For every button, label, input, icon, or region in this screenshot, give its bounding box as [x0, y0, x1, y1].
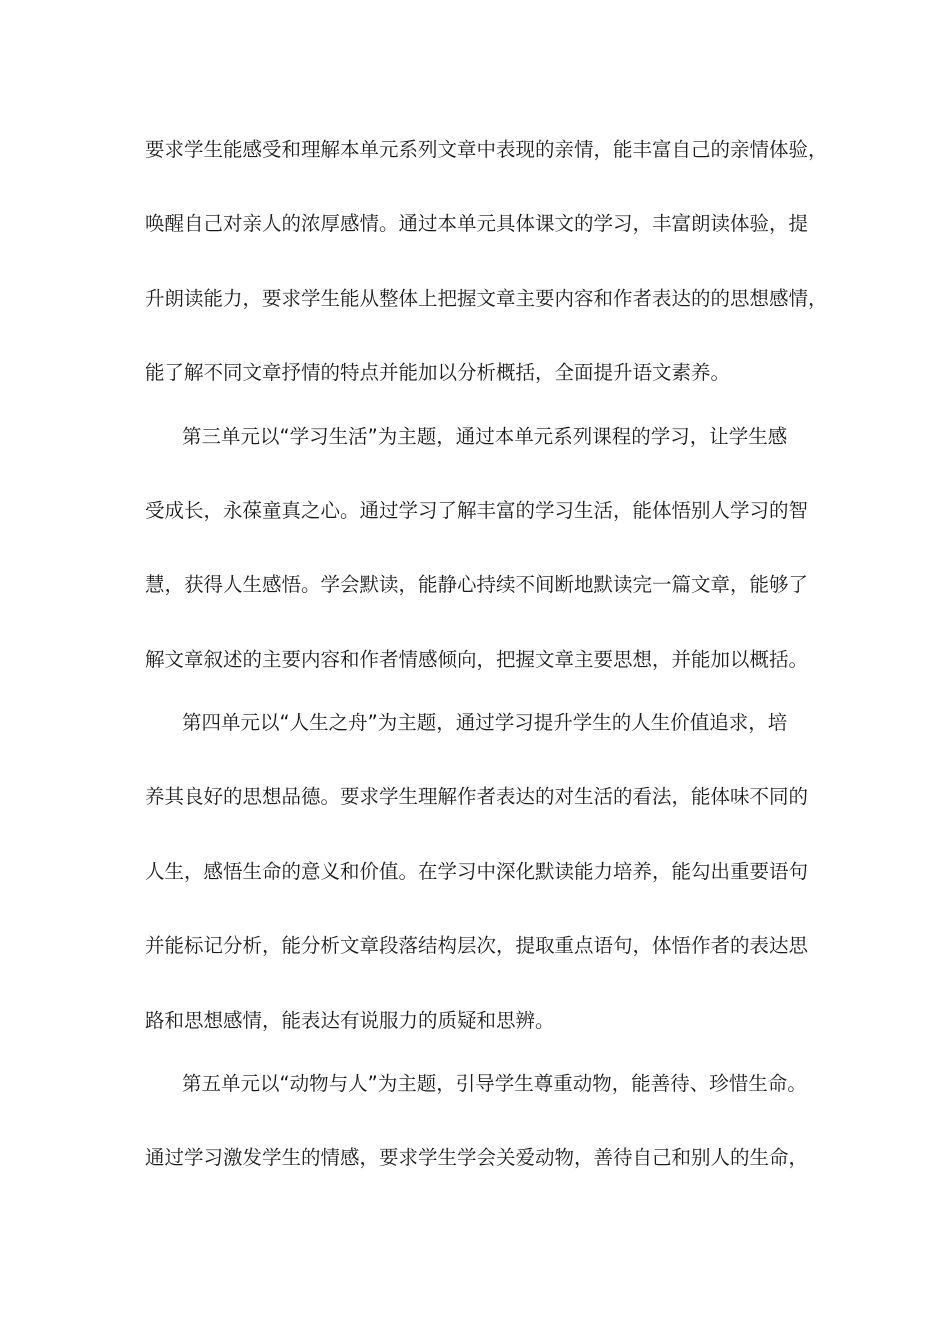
paragraph-start-line: 第四单元以“人生之舟”为主题，通过学习提升学生的人生价值追求，培 [182, 711, 788, 734]
text-line: 解文章叙述的主要内容和作者情感倾向，把握文章主要思想，并能加以概括。 [145, 648, 809, 671]
text-line: 慧，获得人生感悟。学会默读，能静心持续不间断地默读完一篇文章，能够了 [145, 573, 809, 596]
text-line: 并能标记分析，能分析文章段落结构层次，提取重点语句，体悟作者的表达思 [145, 934, 809, 957]
paragraph-start-line: 第五单元以“动物与人”为主题，引导学生尊重动物，能善待、珍惜生命。 [182, 1072, 807, 1095]
text-line: 能了解不同文章抒情的特点并能加以分析概括，全面提升语文素养。 [145, 361, 731, 384]
text-line: 升朗读能力，要求学生能从整体上把握文章主要内容和作者表达的的思想感情， [145, 287, 828, 310]
text-line: 人生，感悟生命的意义和价值。在学习中深化默读能力培养，能勾出重要语句 [145, 860, 809, 883]
paragraph-start-line: 第三单元以“学习生活”为主题，通过本单元系列课程的学习，让学生感 [182, 425, 788, 448]
text-line: 唤醒自己对亲人的浓厚感情。通过本单元具体课文的学习，丰富朗读体验，提 [145, 212, 809, 235]
text-line: 通过学习激发学生的情感，要求学生学会关爱动物，善待自己和别人的生命， [145, 1146, 809, 1169]
text-line: 受成长，永葆童真之心。通过学习了解丰富的学习生活，能体悟别人学习的智 [145, 499, 809, 522]
text-line: 要求学生能感受和理解本单元系列文章中表现的亲情，能丰富自己的亲情体验， [145, 138, 828, 161]
text-line: 路和思想感情，能表达有说服力的质疑和思辨。 [145, 1009, 555, 1032]
text-line: 养其良好的思想品德。要求学生理解作者表达的对生活的看法，能体味不同的 [145, 785, 809, 808]
